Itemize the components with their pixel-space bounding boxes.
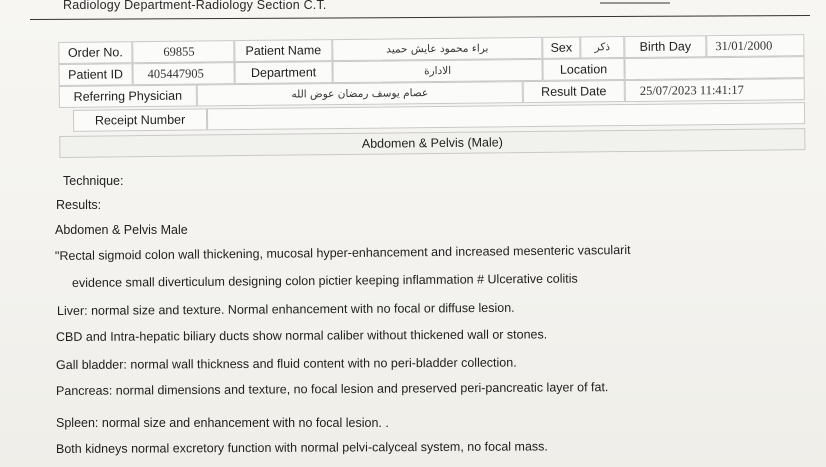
department-value: الادارة — [332, 59, 542, 83]
result-date-label: Result Date — [523, 80, 625, 103]
header-divider — [30, 15, 810, 20]
patient-name-label: Patient Name — [234, 39, 332, 62]
location-value — [624, 56, 804, 80]
birth-day-value: 31/01/2000 — [706, 34, 804, 57]
patient-name-value: براء محمود عايش حميد — [332, 37, 542, 61]
receipt-number-label: Receipt Number — [73, 108, 207, 131]
patient-id-value: 405447905 — [132, 62, 234, 85]
referring-physician-value: عصام يوسف رمضان عوض الله — [197, 81, 523, 106]
results-heading: Results: — [56, 198, 102, 212]
birth-day-label: Birth Day — [624, 35, 706, 58]
result-date-value: 25/07/2023 11:41:17 — [625, 78, 805, 102]
patient-id-label: Patient ID — [58, 63, 132, 86]
referring-physician-label: Referring Physician — [59, 85, 197, 108]
finding-line: "Rectal sigmoid colon wall thickening, mucosal hyper-enhancement and increased mesenteric vascularit — [54, 242, 631, 263]
finding-line: Liver: normal size and texture. Normal enhancement with no focal or diffuse lesion. — [56, 300, 515, 318]
order-no-label: Order No. — [58, 41, 132, 64]
receipt-number-value — [207, 102, 805, 130]
exam-title: Abdomen & Pelvis (Male) — [59, 128, 805, 158]
location-label: Location — [542, 58, 624, 81]
finding-line: evidence small diverticulum designing colon pictier keeping inflammation # Ulcerative colitis — [71, 271, 578, 290]
finding-line: Gall bladder: normal wall thickness and fluid content with no peri-bladder collection. — [55, 355, 517, 372]
finding-line: Both kidneys normal excretory function with normal pelvi-calyceal system, no focal mass. — [55, 439, 548, 456]
finding-line: Spleen: normal size and enhancement with no focal lesion. . — [56, 416, 389, 430]
sex-value: ذكر — [580, 36, 624, 58]
technique-heading: Technique: — [63, 174, 124, 188]
department-label: Department — [234, 61, 332, 84]
header-stamp-mark — [600, 0, 670, 4]
order-no-value: 69855 — [132, 40, 234, 63]
finding-line: CBD and Intra-hepatic biliary ducts show normal caliber without thickened wall or stones. — [55, 327, 548, 344]
sex-label: Sex — [542, 37, 580, 59]
finding-line: Pancreas: normal dimensions and texture, no focal lesion and preserved peri-pancreatic layer of fat. — [55, 380, 609, 398]
department-heading: Radiology Department-Radiology Section C.T. — [63, 0, 327, 12]
report-subtitle: Abdomen & Pelvis Male — [55, 223, 188, 237]
